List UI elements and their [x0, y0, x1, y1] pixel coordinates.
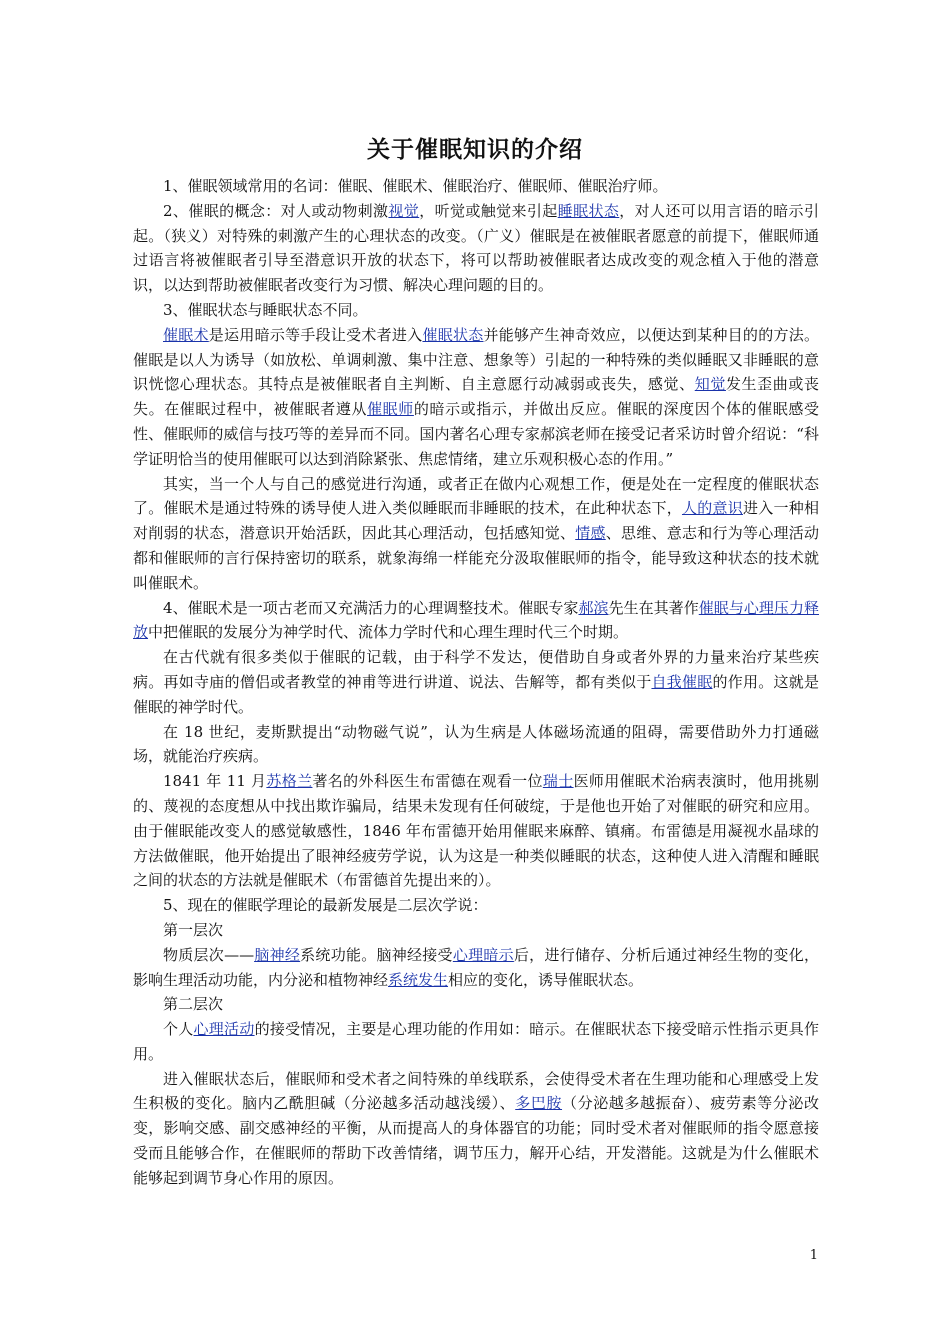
hyperlink[interactable]: 视觉 [388, 201, 420, 220]
document-title: 关于催眠知识的介绍 [367, 136, 583, 163]
text-run: 5、现在的催眠学理论的最新发展是二层次学说： [163, 896, 488, 915]
text-run: 是运用暗示等手段让受术者进入 [208, 325, 423, 344]
page-number: 1 [809, 1248, 818, 1263]
hyperlink[interactable]: 催眠术 [163, 325, 209, 344]
text-run: 4、催眠术是一项古老而又充满活力的心理调整技术。催眠专家 [163, 598, 579, 617]
paragraph [133, 918, 819, 943]
hyperlink[interactable]: 郝滨 [578, 598, 609, 617]
hyperlink[interactable]: 自我催眠 [651, 672, 713, 691]
text-run: 相应的变化，诱导催眠状态。 [448, 970, 644, 989]
text-run: 先生在其著作 [608, 598, 699, 617]
paragraph [133, 645, 819, 719]
text-run: 发生歪曲或丧失。在催眠过程中，被催眠者遵从 [133, 375, 819, 419]
text-run: 医师用催眠术治病表演时，他用挑剔的、蔑视的态度想从中找出欺诈骗局，结果未发现有任何破绽，于是他也开始了对催眠的研究和应用。由于催眠能改变人的感觉敏感性，1846 年布雷德开始用催眠来麻醉、镇痛。布雷德是用凝视水晶球的方法做催眠，他开始提出了眼神经疲劳学说，认为这是一种类似睡眠的状态，这种使人进入清醒和睡眠之间的状态的方法就是催眠术（布雷德首先提出来的）。 [133, 772, 819, 890]
text-run: 、思维、意志和行为等心理活动都和催眠师的言行保持密切的联系，就象海绵一样能充分汲取催眠师的指令，能导致这种状态的技术就叫催眠术。 [133, 524, 819, 592]
text-run: 个人 [163, 1020, 194, 1039]
hyperlink[interactable]: 心理暗示 [452, 945, 514, 964]
hyperlink[interactable]: 苏格兰 [266, 772, 313, 791]
text-run: 系统功能。脑神经接受 [300, 945, 453, 964]
document-body [133, 174, 819, 1191]
paragraph [133, 298, 819, 323]
paragraph [133, 1067, 819, 1191]
paragraph [133, 472, 819, 596]
hyperlink[interactable]: 心理活动 [193, 1020, 255, 1039]
paragraph [133, 323, 819, 472]
text-run: 在 18 世纪，麦斯默提出“动物磁气说”，认为生病是人体磁场流通的阻碍，需要借助外力打通磁场，就能治疗疾病。 [133, 722, 819, 766]
text-run: 的作用。这就是催眠的神学时代。 [133, 672, 819, 716]
text-run: 后，进行储存、分析后通过神经生物的变化，影响生理活动功能，内分泌和植物神经 [133, 945, 819, 989]
text-run: 在古代就有很多类似于催眠的记载，由于科学不发达，便借助自身或者外界的力量来治疗某些疾病。再如寺庙的僧侣或者教堂的神甫等进行讲道、说法、告解等，都有类似于 [133, 648, 819, 691]
text-run: 其实，当一个人与自己的感觉进行沟通，或者正在做内心观想工作，便是处在一定程度的催眠状态了。催眠术是通过特殊的诱导使人进入类似睡眠而非睡眠的技术，在此种状态下， [133, 474, 819, 518]
text-run: 1841 年 11 月 [163, 772, 267, 791]
hyperlink[interactable]: 多巴胺 [515, 1094, 563, 1113]
paragraph [133, 720, 819, 770]
text-run: 中把催眠的发展分为神学时代、流体力学时代和心理生理时代三个时期。 [148, 623, 629, 642]
hyperlink[interactable]: 系统发生 [388, 970, 449, 989]
paragraph [133, 1017, 819, 1067]
paragraph [133, 943, 819, 993]
hyperlink[interactable]: 睡眠状态 [557, 201, 620, 220]
paragraph [133, 893, 819, 918]
text-run: 的暗示或指示，并做出反应。催眠的深度因个体的催眠感受性、催眠师的威信与技巧等的差异而不同。国内著名心理专家郝滨老师在接受记者采访时曾介绍说：“科学证明恰当的使用催眠可以达到消除紧张、焦虑情绪，建立乐观积极心态的作用。” [133, 400, 819, 468]
paragraph [133, 769, 819, 893]
text-run: 1、催眠领域常用的名词：催眠、催眠术、催眠治疗、催眠师、催眠治疗师。 [163, 177, 668, 195]
hyperlink[interactable]: 催眠师 [367, 400, 414, 419]
text-run: 著名的外科医生布雷德在观看一位 [312, 772, 543, 791]
text-run: ，听觉或触觉来引起 [419, 201, 558, 220]
text-run: 进入催眠状态后，催眠师和受术者之间特殊的单线联系，会使得受术者在生理功能和心理感受上发生积极的变化。脑内乙酰胆碱（分泌越多活动越浅缓）、 [133, 1069, 819, 1113]
paragraph [133, 199, 819, 298]
paragraph [133, 174, 819, 199]
text-run: 第一层次 [163, 920, 224, 939]
hyperlink[interactable]: 情感 [575, 524, 606, 543]
text-run: 第二层次 [163, 995, 224, 1014]
hyperlink[interactable]: 人的意识 [681, 499, 743, 518]
text-run: 3、催眠状态与睡眠状态不同。 [163, 300, 368, 319]
text-run: （分泌越多越振奋）、疲劳素等分泌改变，影响交感、副交感神经的平衡，从而提高人的身体器官的功能；同时受术者对催眠师的指令愿意接受而且能够合作，在催眠师的帮助下改善情绪，调节压力，解开心结，开发潜能。这就是为什么催眠术能够起到调节身心作用的原因。 [133, 1094, 819, 1187]
hyperlink[interactable]: 瑞士 [542, 772, 574, 791]
text-run: 并能够产生神奇效应，以便达到某种目的的方法。催眠是以人为诱导（如放松、单调刺激、集中注意、想象等）引起的一种特殊的类似睡眠又非睡眠的意识恍惚心理状态。其特点是被催眠者自主判断、自主意愿行动减弱或丧失，感觉、 [133, 325, 819, 394]
hyperlink[interactable]: 催眠状态 [422, 325, 484, 344]
paragraph [133, 596, 819, 646]
hyperlink[interactable]: 脑神经 [254, 945, 301, 964]
hyperlink[interactable]: 知觉 [694, 375, 726, 394]
text-run: 进入一种相对削弱的状态，潜意识开始活跃，因此其心理活动，包括感知觉、 [133, 499, 819, 543]
paragraph [133, 992, 819, 1017]
text-run: 的接受情况，主要是心理功能的作用如：暗示。在催眠状态下接受暗示性指示更具作用。 [133, 1020, 819, 1063]
hyperlink[interactable]: 催眠与心理压力释放 [133, 598, 819, 642]
text-run: 物质层次—— [163, 945, 255, 964]
text-run: ，对人还可以用言语的暗示引起。（狭义）对特殊的刺激产生的心理状态的改变。（广义）催眠是在被催眠者愿意的前提下，催眠师通过语言将被催眠者引导至潜意识开放的状态下，将可以帮助被催眠者达成改变的观念植入于他的潜意识，以达到帮助被催眠者改变行为习惯、解决心理问题的目的。 [133, 201, 819, 295]
text-run: 2、催眠的概念：对人或动物刺激 [163, 201, 389, 220]
